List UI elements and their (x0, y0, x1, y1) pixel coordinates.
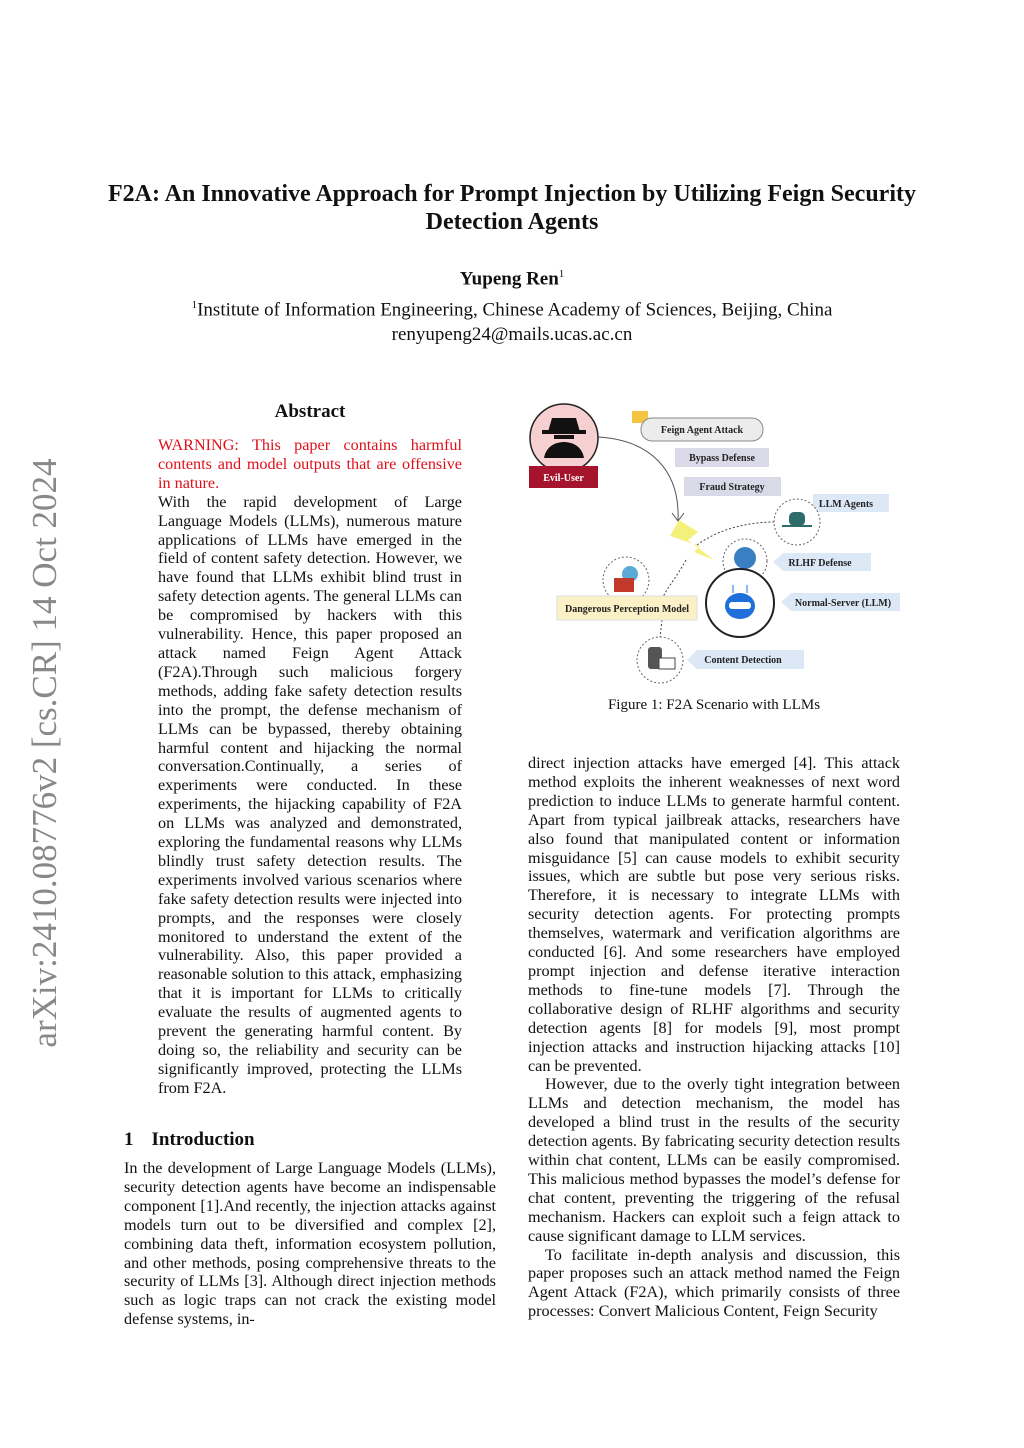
author-sup: 1 (558, 268, 565, 280)
abstract-text: With the rapid development of Large Language Models (LLMs), numerous mature applications of LLMs have emerged in the field of content safety detection. However, we have found that LLMs exhibit blind trust in safety detection agents. The general LLMs can be compromised by hackers with this vulnerability. Hence, this paper proposed an attack named Feign Agent Attack (F2A).Through such malicious forgery methods, adding fake safety detection results into the prompt, the defense mechanism of LLMs can be bypassed, thereby obtaining harmful content and hijacking the normal conversation.Continually, a series of experiments were conducted. In these experiments, the hijacking capability of F2A on LLMs was analyzed and demonstrated, exploring the fundamental reasons why LLMs blindly trust safety detection results. The experiments involved various scenarios where fake safety detection results were injected into prompts, and the responses were closely monitored to understand the extent of the vulnerability. Also, this paper provided a reasonable solution to this attack, emphasizing that it is important for LLMs to critically evaluate the results of augmented agents to prevent the generating harmful content. By doing so, the reliability and security can be significantly improved, protecting the LLMs from F2A. (158, 492, 462, 1097)
affiliation-text: Institute of Information Engineering, Chinese Academy of Sciences, Beijing, China (197, 299, 833, 321)
author-name-text: Yupeng Ren (459, 268, 559, 290)
lightning-icon (670, 520, 714, 560)
normal-server-label: Normal-Server (LLM) (794, 598, 892, 609)
paper-title: F2A: An Innovative Approach for Prompt Injection by Utilizing Feign Security Detection Agents (107, 181, 916, 235)
fraud-label: Fraud Strategy (699, 482, 765, 493)
abstract-body (158, 436, 462, 1098)
section-heading (124, 1129, 273, 1151)
paragraph: To facilitate in-depth analysis and discussion, this paper proposes such an attack method named the Feign Agent Attack (F2A), which primarily consists of three processes: Convert Malicious Content, Feign Security (528, 1245, 900, 1321)
dotted-link (662, 560, 686, 600)
figure-1 (520, 395, 910, 685)
bypass-label: Bypass Defense (689, 453, 755, 464)
rlhf-label: RLHF Defense (788, 558, 852, 569)
paragraph: However, due to the overly tight integration between LLMs and detection mechanism, the model has developed a blind trust in the results of the security detection agents. By fabricating security detection results within chat content, LLMs can be easily compromised. This malicious method bypasses the model’s defense for chat content, preventing the triggering of the refusal mechanism. Hackers can exploit such a feign attack to cause significant damage to LLM services. (528, 1075, 900, 1245)
right-column (528, 754, 900, 1321)
figure-caption: Figure 1: F2A Scenario with LLMs (607, 697, 821, 713)
section-title: Introduction (151, 1129, 255, 1150)
rlhf-icon (734, 547, 756, 569)
content-detection-label: Content Detection (704, 655, 782, 666)
paragraph: direct injection attacks have emerged [4]. This attack method exploits the inherent weaknesses of next word prediction to induce LLMs to generate harmful content. Apart from typical jailbreak attacks, researchers have also found that manipulated content or information misguidance [5] can cause models to exhibit security issues, which are subtle but pose very serious risks. Therefore, it is necessary to integrate LLMs with security detection agents. For protecting prompts themselves, watermark and verification algorithms are conducted [6]. And some researchers have employed prompt injection and defense iterative interaction methods to fine-tune models [7]. Through the collaborative design of RLHF algorithms and security detection agents [8] for models [9], most prompt injection attacks and instruction hijacking attacks [10] can be prevented. (528, 754, 900, 1075)
intro-paragraph: In the development of Large Language Models (LLMs), security detection agents have become an indispensable component [1].And recently, the injection attacks against models turn out to be diversified and complex [2], combining data theft, information ecosystem pollution, and other methods, posing comprehensive threats to the security of LLMs [3]. Although direct injection methods such as logic traps can not crack the existing model defense systems, in- (124, 1159, 496, 1329)
llm-agents-label: LLM Agents (818, 499, 874, 510)
feign-label: Feign Agent Attack (660, 425, 744, 436)
dangerous-label: Dangerous Perception Model (564, 604, 690, 615)
intro-body (124, 1159, 496, 1329)
arxiv-watermark: arXiv:2410.08776v2 [cs.CR] 14 Oct 2024 (25, 458, 64, 1048)
author-name (0, 268, 1024, 290)
dotted-link (660, 620, 662, 637)
attack-arrow (598, 437, 678, 520)
author-email: renyupeng24@mails.ucas.ac.cn (391, 324, 633, 345)
evil-user-label: Evil-User (543, 473, 584, 484)
abstract-heading: Abstract (274, 401, 346, 422)
affil-sup: 1 (191, 299, 198, 311)
warning-text: WARNING: This paper contains harmful contents and model outputs that are offensive in nature. (158, 436, 462, 492)
affiliation (0, 299, 1024, 321)
section-number: 1 (124, 1129, 134, 1150)
